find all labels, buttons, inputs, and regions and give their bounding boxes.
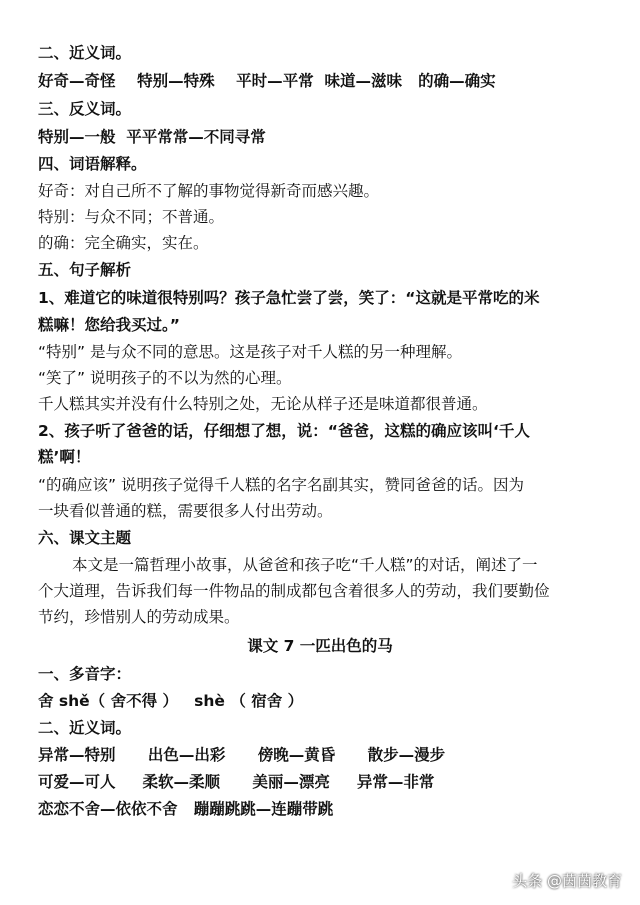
text-line: 恋恋不舍—依依不舍 蹦蹦跳跳—连蹦带跳 xyxy=(38,800,334,818)
heading-synonyms: 二、近义词。 xyxy=(38,44,132,62)
heading-antonyms: 三、反义词。 xyxy=(38,100,132,118)
heading-sentence-analysis: 五、句子解析 xyxy=(38,261,132,279)
text-line: 异常—特别 出色—出彩 傍晚—黄昏 散步—漫步 xyxy=(38,746,446,764)
text-line: 舍 shě（ 舍不得 ） shè （ 宿舍 ） xyxy=(38,692,304,710)
text-line: “特别” 是与众不同的意思。这是孩子对千人糕的另一种理解。 xyxy=(38,343,462,361)
text-line: 好奇—奇怪 特别—特殊 平时—平常 味道—滋味 的确—确实 xyxy=(38,72,496,90)
text-line: 一块看似普通的糕，需要很多人付出劳动。 xyxy=(38,502,333,520)
lesson-title: 课文 7 一匹出色的马 xyxy=(247,637,393,655)
text-line: 2、孩子听了爸爸的话，仔细想了想，说：“爸爸，这糕的确应该叫‘千人 xyxy=(38,422,530,440)
watermark: 头条 @茵茵教育 xyxy=(512,872,622,890)
text-line: “的确应该” 说明孩子觉得千人糕的名字名副其实，赞同爸爸的话。因为 xyxy=(38,476,524,494)
heading-synonyms-2: 二、近义词。 xyxy=(38,719,132,737)
text-line: 1、难道它的味道很特别吗？孩子急忙尝了尝，笑了：“这就是平常吃的米 xyxy=(38,289,540,307)
heading-word-explanation: 四、词语解释。 xyxy=(38,155,147,173)
text-line: 节约，珍惜别人的劳动成果。 xyxy=(38,608,240,626)
text-line: 千人糕其实并没有什么特别之处，无论从样子还是味道都很普通。 xyxy=(38,395,488,413)
text-line: 糕’啊！ xyxy=(38,448,91,466)
text-line: 本文是一篇哲理小故事，从爸爸和孩子吃“千人糕”的对话，阐述了一 xyxy=(72,556,538,574)
text-line: 特别—一般 平平常常—不同寻常 xyxy=(38,128,266,146)
text-line: 特别：与众不同；不普通。 xyxy=(38,208,225,226)
heading-text-theme: 六、课文主题 xyxy=(38,529,132,547)
heading-polyphones: 一、多音字： xyxy=(38,665,132,683)
text-line: 好奇：对自己所不了解的事物觉得新奇而感兴趣。 xyxy=(38,182,380,200)
text-line: 个大道理，告诉我们每一件物品的制成都包含着很多人的劳动，我们要勤俭 xyxy=(38,582,550,600)
text-line: “笑了” 说明孩子的不以为然的心理。 xyxy=(38,369,292,387)
text-line: 糕嘛！您给我买过。” xyxy=(38,316,180,334)
text-line: 的确：完全确实，实在。 xyxy=(38,234,209,252)
text-line: 可爱—可人 柔软—柔顺 美丽—漂亮 异常—非常 xyxy=(38,773,435,791)
